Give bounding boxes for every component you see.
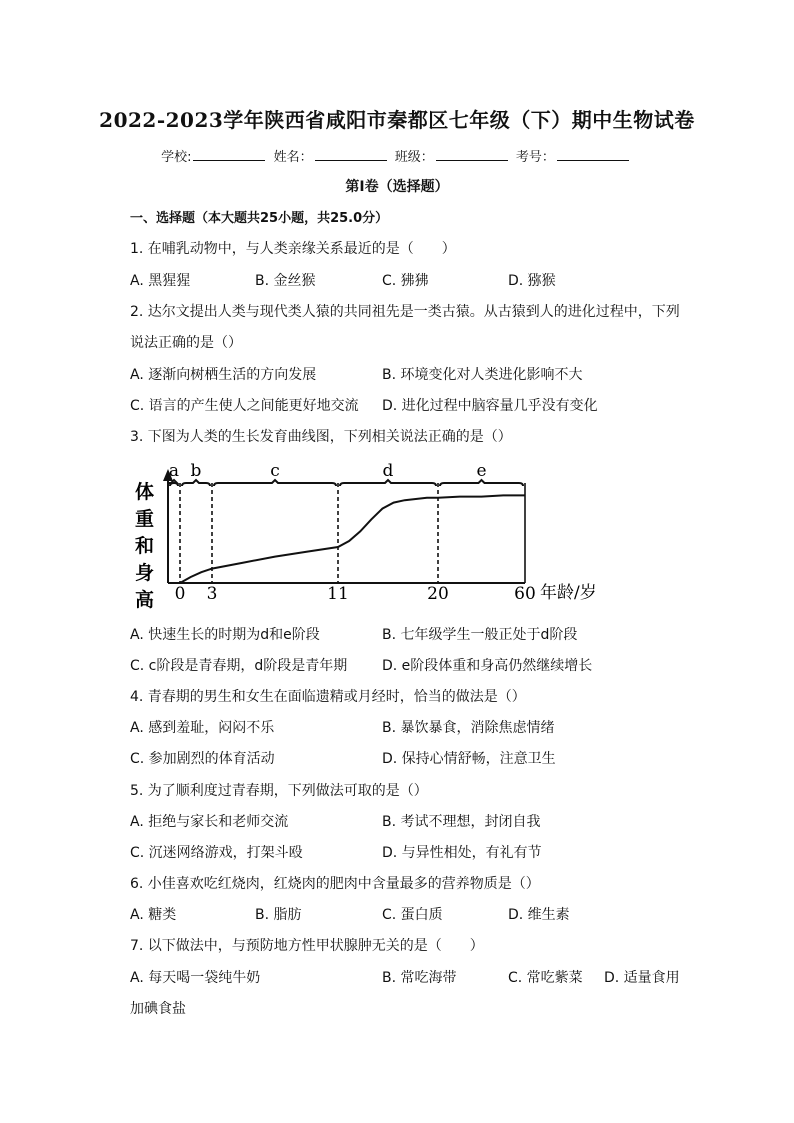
school-blank[interactable] xyxy=(193,148,265,161)
stage-brackets xyxy=(168,461,525,583)
question-2-stem: 2. 达尔文提出人类与现代类人猿的共同祖先是一类古猿。从古猿到人的进化过程中，下列 xyxy=(130,304,680,320)
x-axis-label: 年龄/岁 xyxy=(540,583,597,603)
student-info-row xyxy=(0,146,794,165)
q1-option-d[interactable]: D. 猕猴 xyxy=(508,273,556,289)
stage-label: e xyxy=(476,461,487,481)
q1-option-a[interactable]: A. 黑猩猩 xyxy=(130,273,191,289)
q5-option-c[interactable]: C. 沉迷网络游戏，打架斗殴 xyxy=(130,845,303,861)
x-tick-label: 3 xyxy=(206,584,218,604)
y-label-char: 高 xyxy=(135,589,155,611)
q2-option-c[interactable]: C. 语言的产生使人之间能更好地交流 xyxy=(130,398,359,414)
x-tick-label: 60 xyxy=(514,584,536,604)
exam-no-blank[interactable] xyxy=(557,148,629,161)
question-5-stem: 5. 为了顺利度过青春期，下列做法可取的是（） xyxy=(130,783,428,799)
question-1-stem: 1. 在哺乳动物中，与人类亲缘关系最近的是（ ） xyxy=(130,241,456,257)
growth-curve-line xyxy=(180,495,525,583)
q2-option-a[interactable]: A. 逐渐向树栖生活的方向发展 xyxy=(130,367,317,383)
q1-option-c[interactable]: C. 狒狒 xyxy=(382,273,429,289)
stage-label: c xyxy=(270,461,280,481)
school-label: 学校: xyxy=(161,150,192,165)
x-tick-label: 20 xyxy=(427,584,449,604)
q7-option-c[interactable]: C. 常吃紫菜 xyxy=(508,970,583,986)
y-label-char: 身 xyxy=(135,562,155,584)
question-7-stem: 7. 以下做法中，与预防地方性甲状腺肿无关的是（ ） xyxy=(130,938,484,954)
growth-curve-chart xyxy=(130,455,610,615)
q7-option-d-cont: 加碘食盐 xyxy=(130,1001,186,1017)
q2-option-d[interactable]: D. 进化过程中脑容量几乎没有变化 xyxy=(382,398,598,414)
name-blank[interactable] xyxy=(315,148,387,161)
question-4-stem: 4. 青春期的男生和女生在面临遗精或月经时，恰当的做法是（） xyxy=(130,689,526,705)
q6-option-c[interactable]: C. 蛋白质 xyxy=(382,907,443,923)
q4-option-a[interactable]: A. 感到羞耻，闷闷不乐 xyxy=(130,720,275,736)
q2-option-b[interactable]: B. 环境变化对人类进化影响不大 xyxy=(382,367,583,383)
q7-option-d[interactable]: D. 适量食用 xyxy=(604,970,680,986)
q1-option-b[interactable]: B. 金丝猴 xyxy=(255,273,316,289)
x-tick-labels xyxy=(175,584,536,604)
name-label: 姓名： xyxy=(273,150,313,165)
question-2-stem-cont: 说法正确的是（） xyxy=(130,335,242,351)
class-blank[interactable] xyxy=(436,148,508,161)
q5-option-d[interactable]: D. 与异性相处，有礼有节 xyxy=(382,845,542,861)
exam-no-label: 考号： xyxy=(515,150,555,165)
y-label-char: 体 xyxy=(135,481,155,503)
question-6-stem: 6. 小佳喜欢吃红烧肉，红烧肉的肥肉中含量最多的营养物质是（） xyxy=(130,876,540,892)
q6-option-b[interactable]: B. 脂肪 xyxy=(255,907,302,923)
stage-label: a xyxy=(168,461,180,481)
q6-option-a[interactable]: A. 糖类 xyxy=(130,907,177,923)
stage-label: b xyxy=(190,461,202,481)
q3-option-b[interactable]: B. 七年级学生一般正处于d阶段 xyxy=(382,627,578,643)
q4-option-b[interactable]: B. 暴饮暴食，消除焦虑情绪 xyxy=(382,720,555,736)
section-title: 第Ⅰ卷（选择题） xyxy=(345,179,449,195)
y-axis-label xyxy=(135,480,154,611)
x-tick-label: 11 xyxy=(327,584,349,604)
q4-option-c[interactable]: C. 参加剧烈的体育活动 xyxy=(130,751,275,767)
class-label: 班级： xyxy=(394,150,434,165)
q3-option-a[interactable]: A. 快速生长的时期为d和e阶段 xyxy=(130,627,320,643)
q5-option-b[interactable]: B. 考试不理想，封闭自我 xyxy=(382,814,541,830)
q7-option-a[interactable]: A. 每天喝一袋纯牛奶 xyxy=(130,970,261,986)
q3-option-d[interactable]: D. e阶段体重和身高仍然继续增长 xyxy=(382,658,593,674)
question-3-stem: 3. 下图为人类的生长发育曲线图，下列相关说法正确的是（） xyxy=(130,429,512,445)
q6-option-d[interactable]: D. 维生素 xyxy=(508,907,570,923)
y-label-char: 重 xyxy=(135,508,155,530)
chart-frame xyxy=(163,469,525,583)
exam-title: 2022-2023学年陕西省咸阳市秦都区七年级（下）期中生物试卷 xyxy=(99,108,695,132)
y-label-char: 和 xyxy=(135,535,155,557)
q3-option-c[interactable]: C. c阶段是青春期，d阶段是青年期 xyxy=(130,658,348,674)
q4-option-d[interactable]: D. 保持心情舒畅，注意卫生 xyxy=(382,751,556,767)
q7-option-b[interactable]: B. 常吃海带 xyxy=(382,970,457,986)
part-title: 一、选择题（本大题共25小题，共25.0分） xyxy=(130,211,389,226)
stage-label: d xyxy=(382,461,394,481)
x-tick-label: 0 xyxy=(174,584,186,604)
q5-option-a[interactable]: A. 拒绝与家长和老师交流 xyxy=(130,814,289,830)
